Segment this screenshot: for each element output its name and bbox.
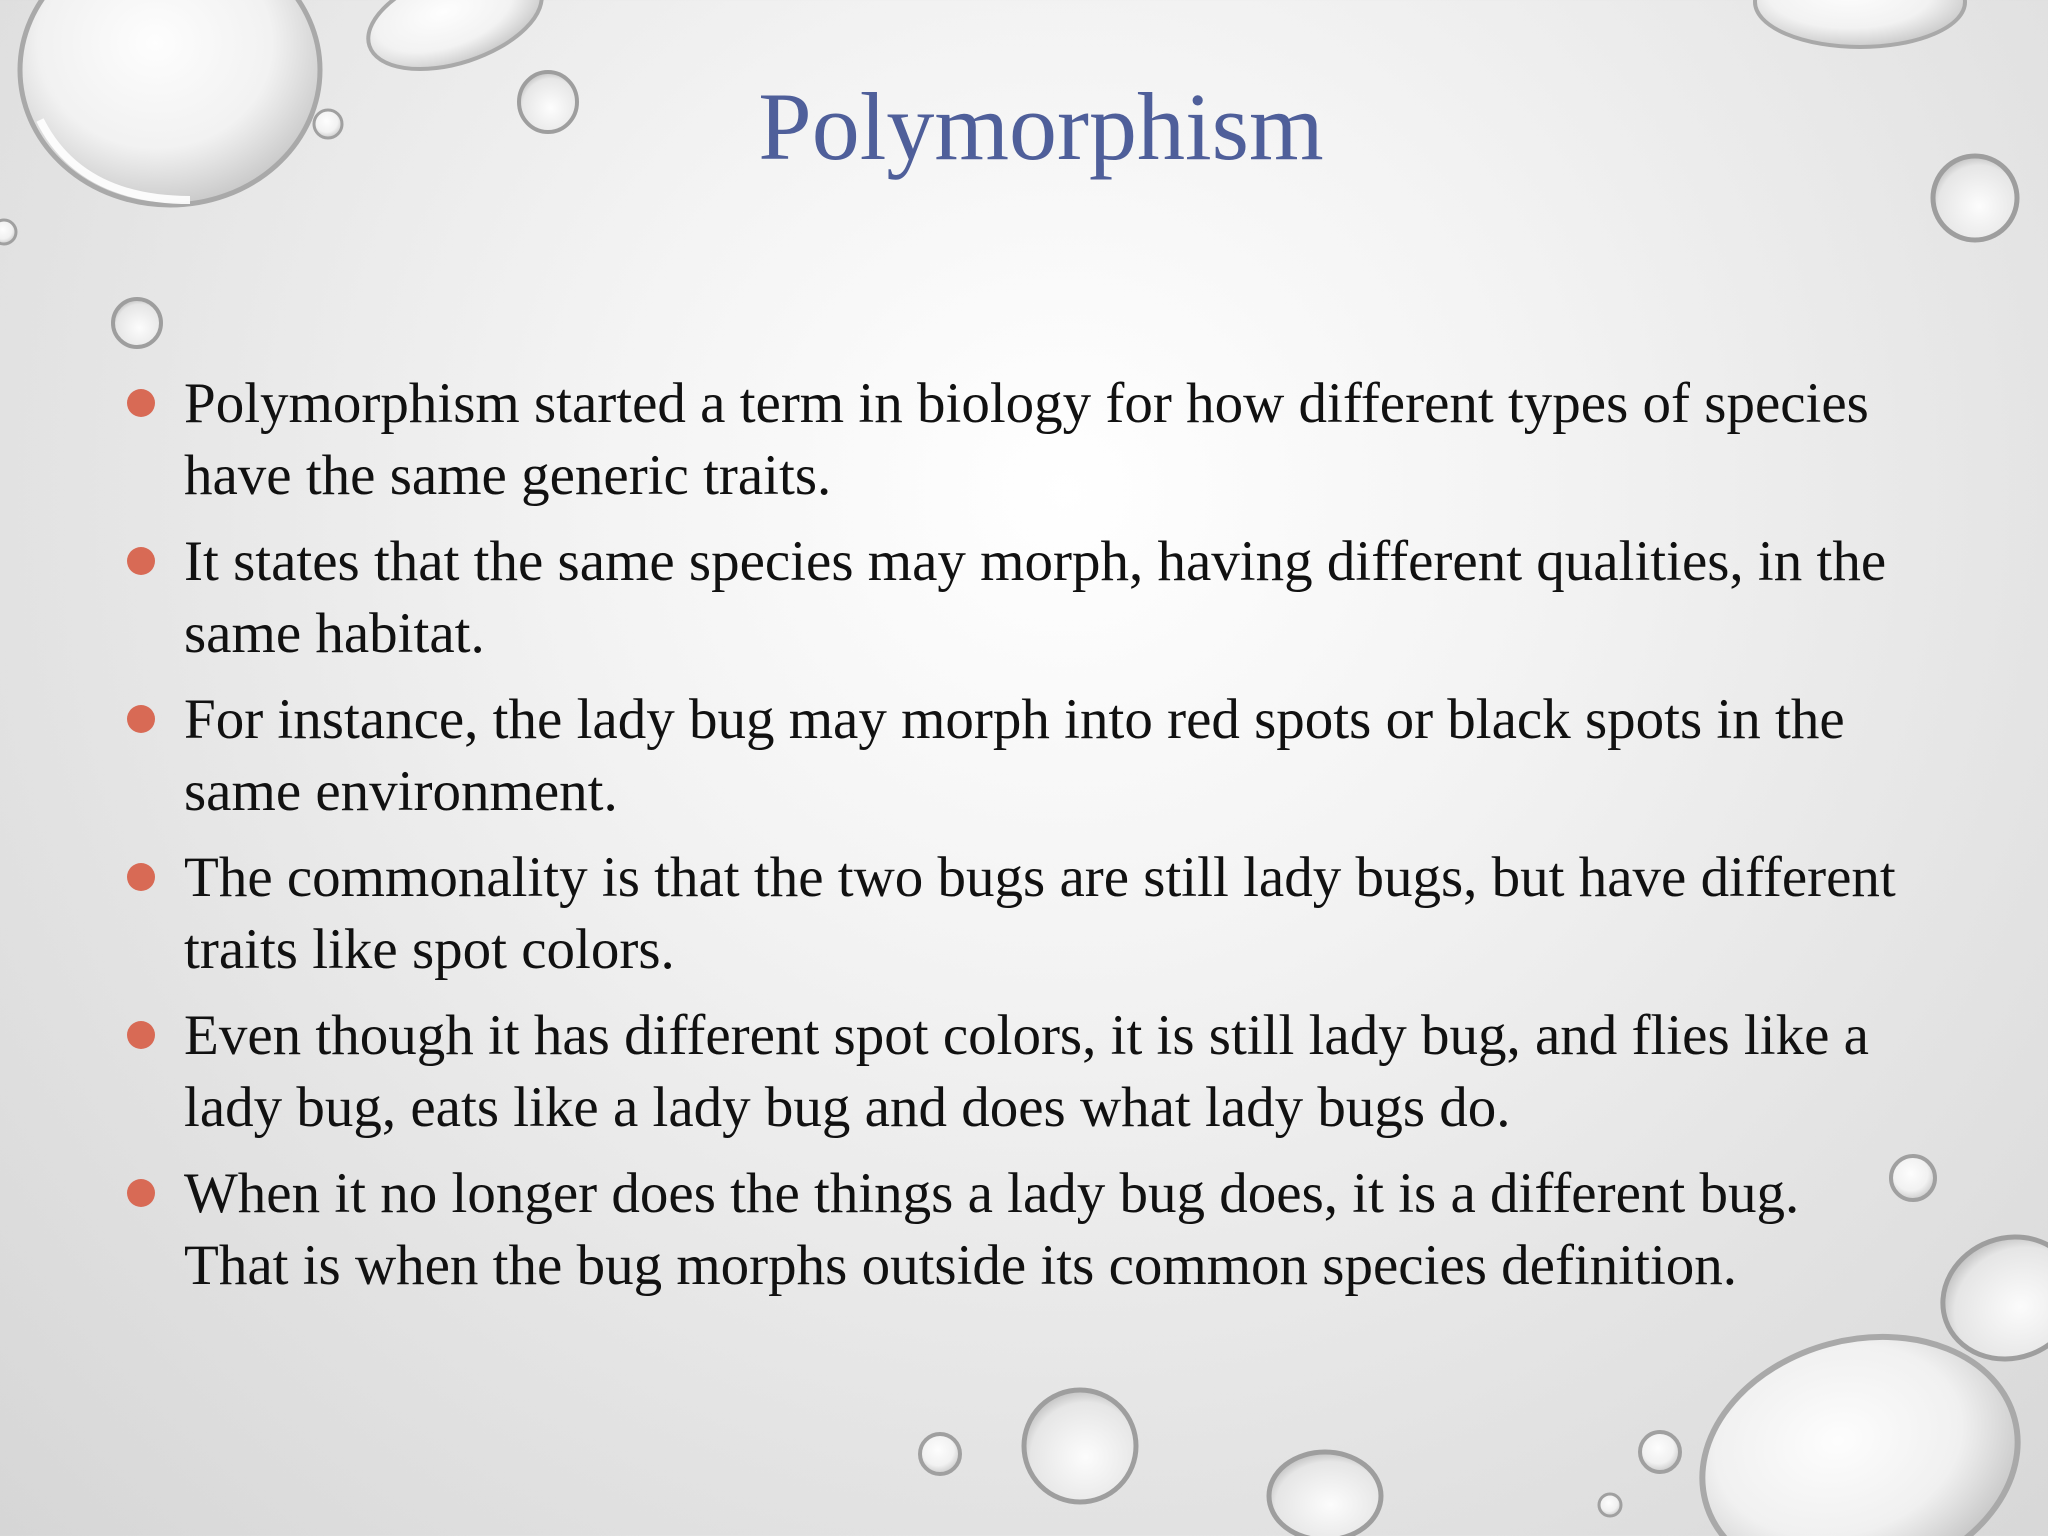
droplet [113,299,161,347]
bullet-item [122,684,1902,828]
droplet [1755,0,1965,47]
droplet [1269,1452,1381,1536]
bullet-dot-icon [127,1021,155,1049]
bullet-text: For instance, the lady bug may morph into red spots or black spots in the same environment. [184,688,1845,823]
bullet-text: Polymorphism started a term in biology for how different types of species have the same generic traits. [184,372,1869,507]
bullet-text: It states that the same species may morph, having different qualities, in the same habitat. [184,530,1887,665]
bullet-item [122,526,1902,670]
droplet [1024,1390,1136,1502]
bullet-item [122,1158,1902,1302]
droplet [0,220,16,244]
bullet-text: When it no longer does the things a lady bug does, it is a different bug. That is when the bug morphs outside its common species definition. [184,1162,1800,1297]
droplet [1599,1494,1621,1516]
bullet-item [122,368,1902,512]
bullet-dot-icon [127,1179,155,1207]
bullet-dot-icon [127,389,155,417]
bullet-item [122,842,1902,986]
bullet-dot-icon [127,863,155,891]
bullet-dot-icon [127,547,155,575]
slide-title: Polymorphism [758,73,1324,180]
droplet [1640,1432,1680,1472]
bullet-item [122,1000,1902,1144]
bullet-text: Even though it has different spot colors, it is still lady bug, and flies like a lady bug, eats like a lady bug and does what lady bugs do. [184,1004,1869,1139]
bullet-list [122,368,1902,1316]
bullet-text: The commonality is that the two bugs are still lady bugs, but have different traits like spot colors. [184,846,1896,981]
droplet [920,1434,960,1474]
bullet-dot-icon [127,705,155,733]
